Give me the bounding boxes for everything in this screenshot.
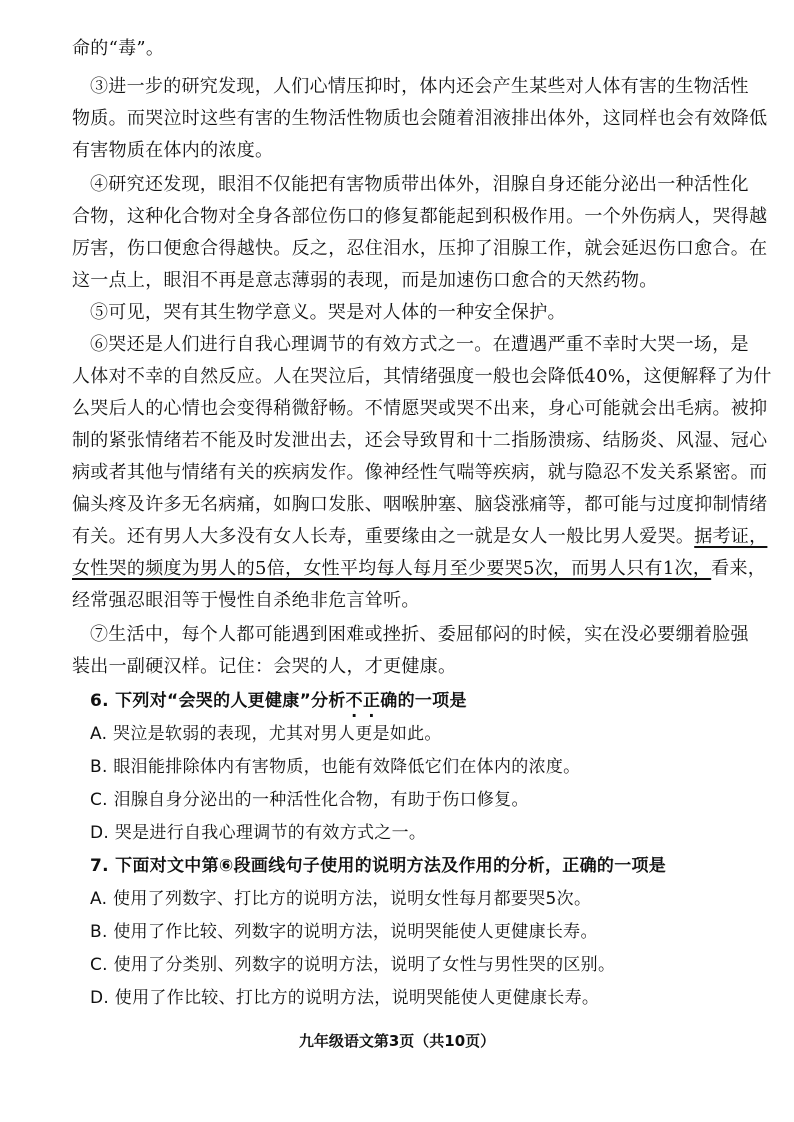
stem-text: 6. 下列对“会哭的人更健康”分析 <box>90 691 346 711</box>
emphasis-char: 正 <box>362 691 381 711</box>
text-line: 装出一副硬汉样。记住：会哭的人，才更健康。 <box>72 656 457 677</box>
text-line: 合物，这种化合物对全身各部位伤口的修复都能起到积极作用。一个外伤病人，哭得越 <box>72 206 768 227</box>
text-segment: 有关。还有男人大多没有女人长寿，重要缘由之一就是女人一般比男人爱哭。 <box>72 526 695 547</box>
text-line: ⑥哭还是人们进行自我心理调节的有效方式之一。在遭遇严重不幸时大哭一场，是 <box>90 334 749 355</box>
text-line: 厉害，伤口便愈合得越快。反之，忍住泪水，压抑了泪腺工作，就会延迟伤口愈合。在 <box>72 238 768 259</box>
q7-option-b: B. 使用了作比较、列数字的说明方法，说明哭能使人更健康长寿。 <box>90 922 598 942</box>
underlined-sentence: 据考证， <box>694 526 768 547</box>
text-line <box>72 526 767 548</box>
text-line: 这一点上，眼泪不再是意志薄弱的表现，而是加速伤口愈合的天然药物。 <box>72 270 658 291</box>
text-line: 人体对不幸的自然反应。人在哭泣后，其情绪强度一般也会降低40%，这便解释了为什 <box>72 366 772 387</box>
text-line: 制的紧张情绪若不能及时发泄出去，还会导致胃和十二指肠溃疡、结肠炎、风湿、冠心 <box>72 430 768 451</box>
q7-option-a: A. 使用了列数字、打比方的说明方法，说明女性每月都要哭5次。 <box>90 889 592 909</box>
q6-option-b: B. 眼泪能排除体内有害物质，也能有效降低它们在体内的浓度。 <box>90 757 581 777</box>
text-line: 病或者其他与情绪有关的疾病发作。像神经性气喘等疾病，就与隐忍不发关系紧密。而 <box>72 462 768 483</box>
text-line: ④研究还发现，眼泪不仅能把有害物质带出体外，泪腺自身还能分泌出一种活性化 <box>90 174 749 195</box>
text-segment: 看来， <box>711 558 767 579</box>
text-line: ⑦生活中，每个人都可能遇到困难或挫折、委屈郁闷的时候，实在没必要绷着脸强 <box>90 624 749 645</box>
q7-option-d: D. 使用了作比较、打比方的说明方法，说明哭能使人更健康长寿。 <box>90 988 600 1008</box>
text-line: ⑤可见，哭有其生物学意义。哭是对人体的一种安全保护。 <box>90 302 566 323</box>
q6-option-d: D. 哭是进行自我心理调节的有效方式之一。 <box>90 823 427 843</box>
text-line: 经常强忍眼泪等于慢性自杀绝非危言耸听。 <box>72 590 420 611</box>
q6-option-a: A. 哭泣是软弱的表现，尤其对男人更是如此。 <box>90 724 442 744</box>
question-7-stem: 7. 下面对文中第⑥段画线句子使用的说明方法及作用的分析，正确的一项是 <box>90 856 667 876</box>
text-line: 命的“毒”。 <box>72 38 165 59</box>
text-line: ③进一步的研究发现，人们心情压抑时，体内还会产生某些对人体有害的生物活性 <box>90 76 749 97</box>
stem-text: 确的一项是 <box>380 691 467 711</box>
underlined-sentence: 女性哭的频度为男人的5倍，女性平均每人每月至少要哭5次，而男人只有1次， <box>72 558 712 579</box>
question-6-stem <box>90 690 467 712</box>
text-line <box>72 558 766 580</box>
text-line: 物质。而哭泣时这些有害的生物活性物质也会随着泪液排出体外，这同样也会有效降低 <box>72 108 768 129</box>
text-line: 偏头疼及许多无名病痛，如胸口发胀、咽喉肿塞、脑袋涨痛等，都可能与过度抑制情绪 <box>72 494 768 515</box>
page-footer: 九年级语文第3页（共10页） <box>298 1032 496 1050</box>
q7-option-c: C. 使用了分类别、列数字的说明方法，说明了女性与男性哭的区别。 <box>90 955 616 975</box>
text-line: 有害物质在体内的浓度。 <box>72 140 274 161</box>
q6-option-c: C. 泪腺自身分泌出的一种活性化合物，有助于伤口修复。 <box>90 790 529 810</box>
emphasis-char: 不 <box>345 691 363 711</box>
text-line: 么哭后人的心情也会变得稍微舒畅。不情愿哭或哭不出来，身心可能就会出毛病。被抑 <box>72 398 768 419</box>
